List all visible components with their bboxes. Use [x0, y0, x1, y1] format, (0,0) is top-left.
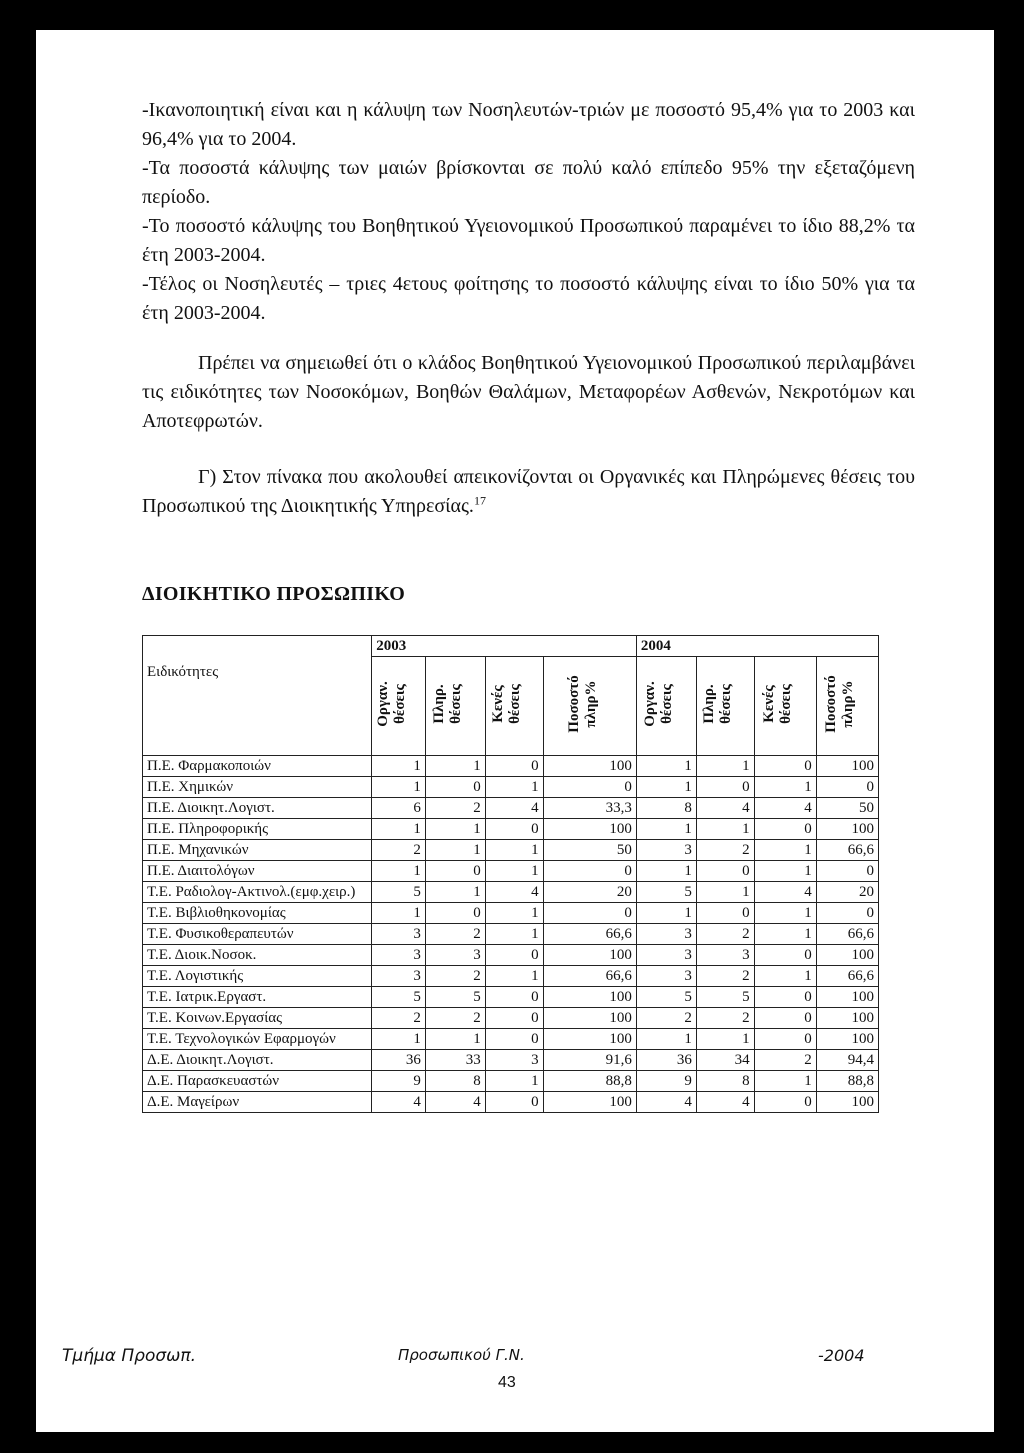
- value-cell: 9: [372, 1071, 426, 1092]
- value-cell: 20: [543, 882, 636, 903]
- value-cell: 4: [485, 798, 543, 819]
- value-cell: 50: [816, 798, 878, 819]
- value-cell: 0: [816, 903, 878, 924]
- value-cell: 4: [425, 1092, 485, 1113]
- specialty-cell: Δ.Ε. Μαγείρων: [143, 1092, 372, 1113]
- value-cell: 20: [816, 882, 878, 903]
- value-cell: 5: [636, 882, 696, 903]
- value-cell: 66,6: [816, 966, 878, 987]
- value-cell: 36: [636, 1050, 696, 1071]
- value-cell: 1: [754, 1071, 816, 1092]
- column-header: [543, 657, 636, 756]
- value-cell: 100: [543, 1092, 636, 1113]
- specialty-cell: Δ.Ε. Παρασκευαστών: [143, 1071, 372, 1092]
- value-cell: 1: [372, 756, 426, 777]
- value-cell: 0: [754, 945, 816, 966]
- value-cell: 1: [425, 1029, 485, 1050]
- value-cell: 3: [636, 924, 696, 945]
- column-header: [816, 657, 878, 756]
- value-cell: 2: [425, 966, 485, 987]
- value-cell: 34: [696, 1050, 754, 1071]
- value-cell: 3: [696, 945, 754, 966]
- value-cell: 1: [754, 903, 816, 924]
- value-cell: 2: [636, 1008, 696, 1029]
- value-cell: 8: [696, 1071, 754, 1092]
- document-page: [36, 30, 994, 1432]
- value-cell: 1: [485, 924, 543, 945]
- table-row: [143, 1029, 879, 1050]
- coverage-bullets: [142, 96, 915, 328]
- value-cell: 1: [425, 756, 485, 777]
- value-cell: 1: [372, 1029, 426, 1050]
- value-cell: 3: [372, 945, 426, 966]
- value-cell: 0: [485, 819, 543, 840]
- value-cell: 1: [485, 1071, 543, 1092]
- specialty-cell: Π.Ε. Φαρμακοποιών: [143, 756, 372, 777]
- table-row: [143, 840, 879, 861]
- value-cell: 3: [372, 966, 426, 987]
- value-cell: 100: [543, 756, 636, 777]
- value-cell: 0: [543, 861, 636, 882]
- table-row: [143, 966, 879, 987]
- value-cell: 1: [636, 819, 696, 840]
- value-cell: 1: [372, 777, 426, 798]
- value-cell: 1: [754, 861, 816, 882]
- value-cell: 1: [372, 861, 426, 882]
- value-cell: 0: [543, 777, 636, 798]
- value-cell: 100: [543, 987, 636, 1008]
- value-cell: 0: [543, 903, 636, 924]
- value-cell: 1: [425, 882, 485, 903]
- value-cell: 1: [485, 840, 543, 861]
- column-header: [485, 657, 543, 756]
- column-header: [696, 657, 754, 756]
- specialty-cell: Π.Ε. Διαιτολόγων: [143, 861, 372, 882]
- value-cell: 1: [372, 819, 426, 840]
- value-cell: 2: [425, 1008, 485, 1029]
- value-cell: 4: [636, 1092, 696, 1113]
- value-cell: 2: [696, 1008, 754, 1029]
- page-number: 43: [498, 1374, 516, 1391]
- value-cell: 3: [636, 945, 696, 966]
- value-cell: 3: [485, 1050, 543, 1071]
- value-cell: 1: [696, 1029, 754, 1050]
- value-cell: 1: [754, 777, 816, 798]
- specialty-cell: Τ.Ε. Διοικ.Νοσοκ.: [143, 945, 372, 966]
- value-cell: 3: [636, 840, 696, 861]
- bullet-four-year-nurses: -Τέλος οι Νοσηλευτές – τριες 4ετους φοίτησης το ποσοστό κάλυψης είναι το ίδιο 50% για τα έτη 2003-2004.: [142, 273, 915, 324]
- value-cell: 66,6: [543, 924, 636, 945]
- specialty-cell: Τ.Ε. Κοινων.Εργασίας: [143, 1008, 372, 1029]
- value-cell: 0: [754, 1029, 816, 1050]
- value-cell: 2: [425, 924, 485, 945]
- value-cell: 3: [636, 966, 696, 987]
- column-header-label: Οργαν. θέσεις: [374, 681, 408, 727]
- table-body: [143, 756, 879, 1113]
- value-cell: 1: [425, 840, 485, 861]
- value-cell: 4: [754, 798, 816, 819]
- value-cell: 1: [636, 1029, 696, 1050]
- value-cell: 100: [816, 819, 878, 840]
- value-cell: 0: [425, 861, 485, 882]
- value-cell: 36: [372, 1050, 426, 1071]
- specialty-cell: Τ.Ε. Ραδιολογ-Ακτινολ.(εμφ.χειρ.): [143, 882, 372, 903]
- specialty-cell: Π.Ε. Πληροφορικής: [143, 819, 372, 840]
- value-cell: 33: [425, 1050, 485, 1071]
- value-cell: 0: [754, 1092, 816, 1113]
- value-cell: 2: [696, 924, 754, 945]
- value-cell: 2: [696, 966, 754, 987]
- column-header: [636, 657, 696, 756]
- year-2004-header: 2004: [636, 636, 878, 657]
- value-cell: 1: [754, 840, 816, 861]
- value-cell: 0: [696, 903, 754, 924]
- table-intro-text: Γ) Στον πίνακα που ακολουθεί απεικονίζονται οι Οργανικές και Πληρώμενες θέσεις του Προσωπικού της Διοικητικής Υπηρεσίας.: [142, 466, 915, 517]
- value-cell: 100: [543, 819, 636, 840]
- table-row: [143, 945, 879, 966]
- value-cell: 100: [816, 987, 878, 1008]
- table-row: [143, 777, 879, 798]
- specialty-cell: Τ.Ε. Βιβλιοθηκονομίας: [143, 903, 372, 924]
- table-row: [143, 882, 879, 903]
- value-cell: 66,6: [543, 966, 636, 987]
- specialty-cell: Δ.Ε. Διοικητ.Λογιστ.: [143, 1050, 372, 1071]
- value-cell: 8: [425, 1071, 485, 1092]
- table-row: [143, 987, 879, 1008]
- bullet-midwives: -Τα ποσοστά κάλυψης των μαιών βρίσκονται σε πολύ καλό επίπεδο 95% την εξεταζόμενη περίοδο.: [142, 157, 915, 208]
- bullet-nurses: -Ικανοποιητική είναι και η κάλυψη των Νοσηλευτών-τριών με ποσοστό 95,4% για το 2003 και 96,4% για το 2004.: [142, 99, 915, 150]
- value-cell: 0: [754, 987, 816, 1008]
- table-row: [143, 1050, 879, 1071]
- value-cell: 1: [696, 882, 754, 903]
- column-header: [372, 657, 426, 756]
- value-cell: 3: [425, 945, 485, 966]
- footer-title: Προσωπικού Γ.Ν.: [398, 1346, 525, 1364]
- value-cell: 2: [425, 798, 485, 819]
- table-row: [143, 903, 879, 924]
- value-cell: 0: [485, 987, 543, 1008]
- column-header: [754, 657, 816, 756]
- value-cell: 88,8: [816, 1071, 878, 1092]
- table-row: [143, 1092, 879, 1113]
- value-cell: 0: [816, 777, 878, 798]
- value-cell: 0: [485, 1092, 543, 1113]
- table-row: [143, 798, 879, 819]
- value-cell: 1: [754, 924, 816, 945]
- value-cell: 100: [816, 1092, 878, 1113]
- column-header-label: Κενές θέσεις: [490, 684, 524, 724]
- value-cell: 3: [372, 924, 426, 945]
- value-cell: 5: [696, 987, 754, 1008]
- value-cell: 2: [372, 1008, 426, 1029]
- value-cell: 4: [485, 882, 543, 903]
- specialty-cell: Τ.Ε. Τεχνολογικών Εφαρμογών: [143, 1029, 372, 1050]
- value-cell: 2: [696, 840, 754, 861]
- footer-department: Τμήμα Προσωπ.: [62, 1346, 197, 1366]
- value-cell: 1: [636, 903, 696, 924]
- table-intro-paragraph: [142, 463, 915, 521]
- value-cell: 100: [816, 945, 878, 966]
- footer-year: -2004: [818, 1346, 865, 1365]
- value-cell: 100: [543, 945, 636, 966]
- table-row: [143, 756, 879, 777]
- value-cell: 0: [485, 756, 543, 777]
- value-cell: 94,4: [816, 1050, 878, 1071]
- table-row: [143, 1008, 879, 1029]
- year-2003-header: 2003: [372, 636, 637, 657]
- value-cell: 4: [372, 1092, 426, 1113]
- column-header-label: Ποσοστό πληρ%: [565, 675, 599, 733]
- value-cell: 1: [696, 756, 754, 777]
- value-cell: 100: [816, 1008, 878, 1029]
- value-cell: 100: [543, 1029, 636, 1050]
- specialty-cell: Π.Ε. Διοικητ.Λογιστ.: [143, 798, 372, 819]
- specialty-cell: Π.Ε. Μηχανικών: [143, 840, 372, 861]
- table-row: [143, 924, 879, 945]
- value-cell: 1: [485, 861, 543, 882]
- value-cell: 88,8: [543, 1071, 636, 1092]
- value-cell: 2: [372, 840, 426, 861]
- value-cell: 1: [636, 861, 696, 882]
- value-cell: 0: [754, 819, 816, 840]
- section-heading: ΔΙΟΙΚΗΤΙΚΟ ΠΡΟΣΩΠΙΚΟ: [142, 583, 406, 605]
- value-cell: 0: [696, 861, 754, 882]
- value-cell: 0: [425, 903, 485, 924]
- value-cell: 1: [636, 756, 696, 777]
- value-cell: 0: [425, 777, 485, 798]
- value-cell: 2: [754, 1050, 816, 1071]
- specialty-cell: Τ.Ε. Λογιστικής: [143, 966, 372, 987]
- column-header-label: Πληρ. θέσεις: [701, 684, 735, 724]
- value-cell: 33,3: [543, 798, 636, 819]
- value-cell: 6: [372, 798, 426, 819]
- column-header-label: Οργαν. θέσεις: [642, 681, 676, 727]
- auxiliary-staff-paragraph: Πρέπει να σημειωθεί ότι ο κλάδος Βοηθητικού Υγειονομικού Προσωπικού περιλαμβάνει τις ειδικότητες των Νοσοκόμων, Βοηθών Θαλάμων, Μεταφορέων Ασθενών, Νεκροτόμων και Αποτεφρωτών.: [142, 352, 915, 432]
- value-cell: 9: [636, 1071, 696, 1092]
- value-cell: 0: [485, 1008, 543, 1029]
- value-cell: 1: [754, 966, 816, 987]
- value-cell: 4: [754, 882, 816, 903]
- footnote-marker: 17: [473, 493, 486, 508]
- value-cell: 91,6: [543, 1050, 636, 1071]
- value-cell: 5: [636, 987, 696, 1008]
- value-cell: 100: [816, 756, 878, 777]
- value-cell: 8: [636, 798, 696, 819]
- value-cell: 1: [485, 903, 543, 924]
- value-cell: 1: [696, 819, 754, 840]
- table-row: [143, 819, 879, 840]
- value-cell: 100: [816, 1029, 878, 1050]
- value-cell: 0: [485, 945, 543, 966]
- value-cell: 1: [372, 903, 426, 924]
- value-cell: 66,6: [816, 924, 878, 945]
- table-row: [143, 1071, 879, 1092]
- specialty-header: Ειδικότητες: [143, 636, 372, 756]
- table-row: [143, 861, 879, 882]
- staff-table: [142, 635, 879, 1113]
- value-cell: 4: [696, 798, 754, 819]
- value-cell: 5: [372, 987, 426, 1008]
- column-header-label: Πληρ. θέσεις: [431, 684, 465, 724]
- value-cell: 5: [372, 882, 426, 903]
- value-cell: 50: [543, 840, 636, 861]
- value-cell: 5: [425, 987, 485, 1008]
- value-cell: 1: [485, 966, 543, 987]
- value-cell: 1: [485, 777, 543, 798]
- value-cell: 0: [485, 1029, 543, 1050]
- value-cell: 0: [754, 756, 816, 777]
- column-header: [425, 657, 485, 756]
- specialty-cell: Τ.Ε. Φυσικοθεραπευτών: [143, 924, 372, 945]
- value-cell: 1: [636, 777, 696, 798]
- column-header-label: Κενές θέσεις: [761, 684, 795, 724]
- specialty-cell: Π.Ε. Χημικών: [143, 777, 372, 798]
- value-cell: 1: [425, 819, 485, 840]
- value-cell: 0: [816, 861, 878, 882]
- column-header-label: Ποσοστό πληρ%: [823, 675, 857, 733]
- specialty-cell: Τ.Ε. Ιατρικ.Εργαστ.: [143, 987, 372, 1008]
- value-cell: 0: [696, 777, 754, 798]
- value-cell: 100: [543, 1008, 636, 1029]
- value-cell: 4: [696, 1092, 754, 1113]
- value-cell: 66,6: [816, 840, 878, 861]
- value-cell: 0: [754, 1008, 816, 1029]
- bullet-auxiliary-staff: -Το ποσοστό κάλυψης του Βοηθητικού Υγειονομικού Προσωπικού παραμένει το ίδιο 88,2% τα έτη 2003-2004.: [142, 215, 915, 266]
